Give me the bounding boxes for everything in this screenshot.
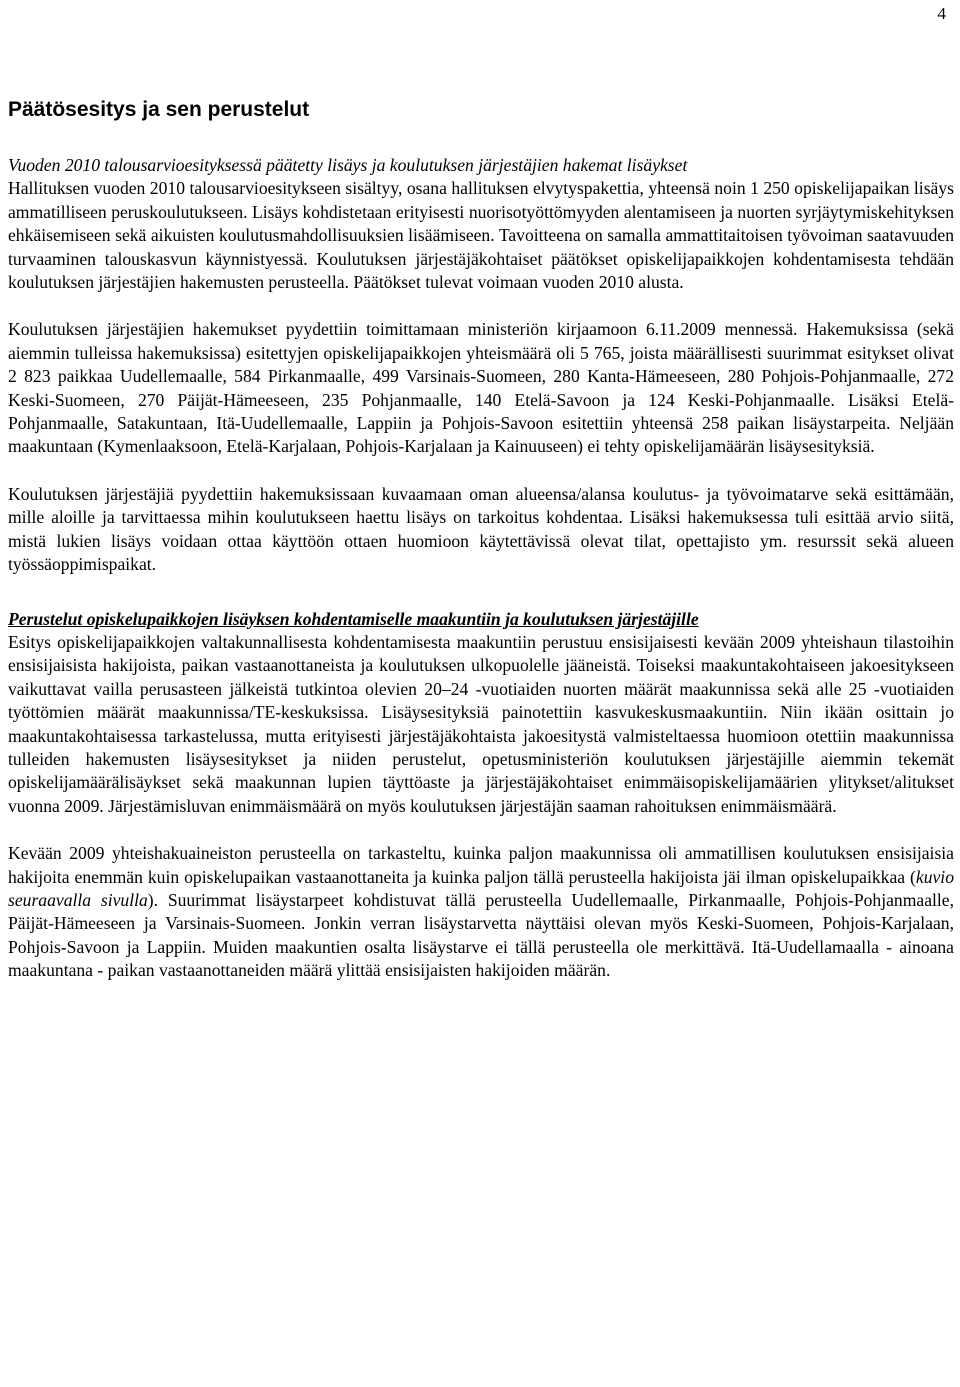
figure-reference: kuvio seuraavalla sivulla xyxy=(8,866,954,910)
paragraph-application-requirements: Koulutuksen järjestäjiä pyydettiin hakemuksissaan kuvaamaan oman alueensa/alansa koulutus- ja työvoimatarve sekä esittämään, mille aloille ja tarvittaessa mihin koulutukseen haettu lisäys on tarkoitus kohdentaa. Lisäksi hakemuksessa tuli esittää arvio siitä, mistä lukien lisäys voidaan ottaa käyttöön ottaen huomioon käytettävissä olevat tilat, opettajisto ym. resurssit sekä alueen työssäoppimispaikat. xyxy=(8,483,954,575)
page-title: Päätösesitys ja sen perustelut xyxy=(8,98,310,121)
section-additions xyxy=(8,154,954,577)
section-heading-additions: Vuoden 2010 talousarvioesityksessä päätetty lisäys ja koulutuksen järjestäjien hakemat lisäykset xyxy=(8,155,688,175)
paragraph-allocation-basis: Esitys opiskelijapaikkojen valtakunnallisesta kohdentamisesta maakuntiin perustuu ensisijaisesti kevään 2009 yhteishaun tilastoihin ensisijaisista hakijoista, paikan vastaanottaneista ja koulutuksen ulkopuolelle jääneistä. Toiseksi maakuntakohtaiseen jakoesitykseen vaikuttavat vailla perusasteen jälkeistä tutkintoa olevien 20–24 -vuotiaiden nuorten määrät maakunnissa sekä alle 25 -vuotiaiden työttömien määrät maakunnissa/TE-keskuksissa. Lisäysesityksiä painotettiin kasvukeskusmaakuntiin. Niin ikään osittain jo maakuntakohtaisessa tarkastelussa, mutta erityisesti järjestäjäkohtaista jakoesitystä valmisteltaessa huomioon otettiin maakunnissa tulleiden hakemusten lisäysesitykset ja niiden perustelut, opetusministeriön koulutuksen järjestäjille aiemmin tekemät opiskelijamäärälisäykset sekä maakunnan lupien täyttöaste ja järjestäjäkohtaiset enimmäisopiskelijamäärien ylitykset/alitukset vuonna 2009. Järjestämisluvan enimmäismäärä on myös koulutuksen järjestäjän saaman rahoituksen enimmäismäärä. xyxy=(8,631,954,816)
document-body xyxy=(8,96,954,983)
paragraph-applications: Koulutuksen järjestäjien hakemukset pyydettiin toimittamaan ministeriön kirjaamoon 6.11.2009 mennessä. Hakemuksissa (sekä aiemmin tulleissa hakemuksissa) esitettyjen opiskelijapaikkojen yhteismäärä oli 5 765, joista määrällisesti suurimmat esitykset olivat 2 823 paikkaa Uudellemaalle, 584 Pirkanmaalle, 499 Varsinais-Suomeen, 280 Kanta-Hämeeseen, 280 Pohjois-Pohjanmaalle, 272 Keski-Suomeen, 270 Päijät-Hämeeseen, 235 Pohjanmaalle, 140 Etelä-Savoon ja 124 Keski-Pohjanmaalle. Lisäksi Etelä-Pohjanmaalle, Satakuntaan, Itä-Uudellemaalle, Lappiin ja Pohjois-Savoon esitettiin yhteensä 258 paikan lisäystarpeita. Neljään maakuntaan (Kymenlaaksoon, Etelä-Karjalaan, Pohjois-Karjalaan ja Kainuuseen) ei tehty opiskelijamäärän lisäysesityksiä. xyxy=(8,319,954,457)
section-heading-justification: Perustelut opiskelupaikkojen lisäyksen kohdentamiselle maakuntiin ja koulutuksen järjestäjille xyxy=(8,608,699,629)
paragraph-application-statistics: Kevään 2009 yhteishakuaineiston perusteella on tarkasteltu, kuinka paljon maakunnissa oli ammatillisen koulutuksen ensisijaisia hakijoita enemmän kuin opiskelupaikan vastaanottaneita ja kuinka paljon tällä perusteella hakijoista jäi ilman opiskelupaikkaa (kuvio seuraavalla sivulla). Suurimmat lisäystarpeet kohdistuvat tällä perusteella Uudellemaalle, Pirkanmaalle, Pohjois-Pohjanmaalle, Päijät-Hämeeseen ja Varsinais-Suomeen. Jonkin verran lisäystarvetta näyttäisi olevan myös Keski-Suomeen, Pohjois-Karjalaan, Pohjois-Savoon ja Lappiin. Muiden maakuntien osalta lisäystarve ei tällä perusteella ole merkittävä. Itä-Uudellamaalla - ainoana maakuntana - paikan vastaanottaneiden määrä ylittää ensisijaisten hakijoiden määrän. xyxy=(8,843,955,981)
paragraph-budget-increase: Hallituksen vuoden 2010 talousarvioesitykseen sisältyy, osana hallituksen elvytyspakettia, yhteensä noin 1 250 opiskelijapaikan lisäys ammatilliseen peruskoulutukseen. Lisäys kohdistetaan erityisesti nuorisotyöttömyyden alentamiseen ja nuorten syrjäytymiskehityksen ehkäisemiseen sekä aikuisten koulutusmahdollisuuksien lisäämiseen. Tavoitteena on samalla ammattitaitoisen työvoiman saatavuuden turvaaminen talouskasvun käynnistyessä. Koulutuksen järjestäjäkohtaiset päätökset opiskelijapaikkojen kohdentamisesta tehdään koulutuksen järjestäjien hakemusten perusteella. Päätökset tulevat voimaan vuoden 2010 alusta. xyxy=(8,178,954,293)
page-number: 4 xyxy=(937,4,946,23)
section-justification xyxy=(8,608,954,983)
